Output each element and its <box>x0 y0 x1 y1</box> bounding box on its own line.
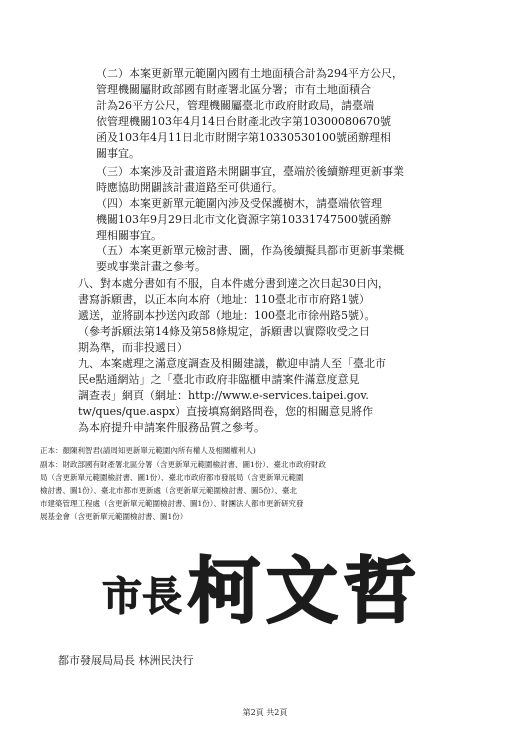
item-b2: （二）本案更新單元範圍內國有土地面積合計為294平方公尺， 管理機關屬財政部國有財產署北區分署；市有土地面積合 計為26平方公尺，管理機關屬臺北市政府財政局，請臺端 依管理機關103年4月14日台財產北改字第10300080670號 函及103年4月11日北市財開字第10330530100號函辦理相 關事宜。 <box>96 67 403 160</box>
item-b4: （四）本案更新單元範圍內涉及受保護樹木，請臺端依管理 機關103年9月29日北市文化資源字第10331747500號函辦 理相關事宜。 <box>96 197 391 242</box>
decision-authority: 都市發展局局長 林洲民決行 <box>58 654 194 667</box>
item-8: 八、對本處分書如有不服，自本件處分書到達之次日起30日內， 書寫訴願書，以正本向本府（地址：110臺北市市府路1號） 遞送，並將副本抄送內政部（地址：100臺北市徐州路5號）。 （參考訴願法第14條及第58條規定，訴願書以實際收受之日 期為準，而非投遞日） <box>78 277 389 354</box>
svg-text:市長: 市長 <box>102 573 182 620</box>
copy-recipients: 副本：財政部國有財產署北區分署（含更新單元範圍檢討書、圖1份）、臺北市政府財政 局（含更新單元範圍檢討書、圖1份）、臺北市政府都市發展局（含更新單元範圍 檢討書、圖1份）、臺北市都市更新處（含更新單元範圍檢討書、圖5份）、臺北 市建築管理工程處（含更新單元範圍檢討書、圖1份）、財團法人都市更新研究發 展基金會（含更新單元範圍檢討書、圖1份） <box>40 460 327 521</box>
item-b5: （五）本案更新單元檢討書、圖，作為後續擬具都市更新事業概 要或事業計畫之參考。 <box>96 244 404 273</box>
svg-text:柯文哲: 柯文哲 <box>188 548 423 630</box>
item-9: 九、本案處理之滿意度調查及相關建議，歡迎申請人至「臺北市 民e點通網站」之「臺北市政府非臨櫃申請案件滿意度意見 調查表」網頁（網址：http://www.e-services.taipei.gov. tw/ques/que.aspx）直接填寫網路問卷，您的相關意見將作 為本府提升申請案件服務品質之參考。 <box>78 357 386 434</box>
original-recipient: 正本：顏陳利智君(請周知更新單元範圍內所有權人及相關權利人) <box>40 446 256 455</box>
mayor-signature-seal <box>96 540 436 630</box>
page-number: 第2頁 共2頁 <box>242 708 288 717</box>
item-b3: （三）本案涉及計畫道路未開闢事宜，臺端於後續辦理更新事業 時應協助開闢該計畫道路至可供通行。 <box>96 165 404 194</box>
